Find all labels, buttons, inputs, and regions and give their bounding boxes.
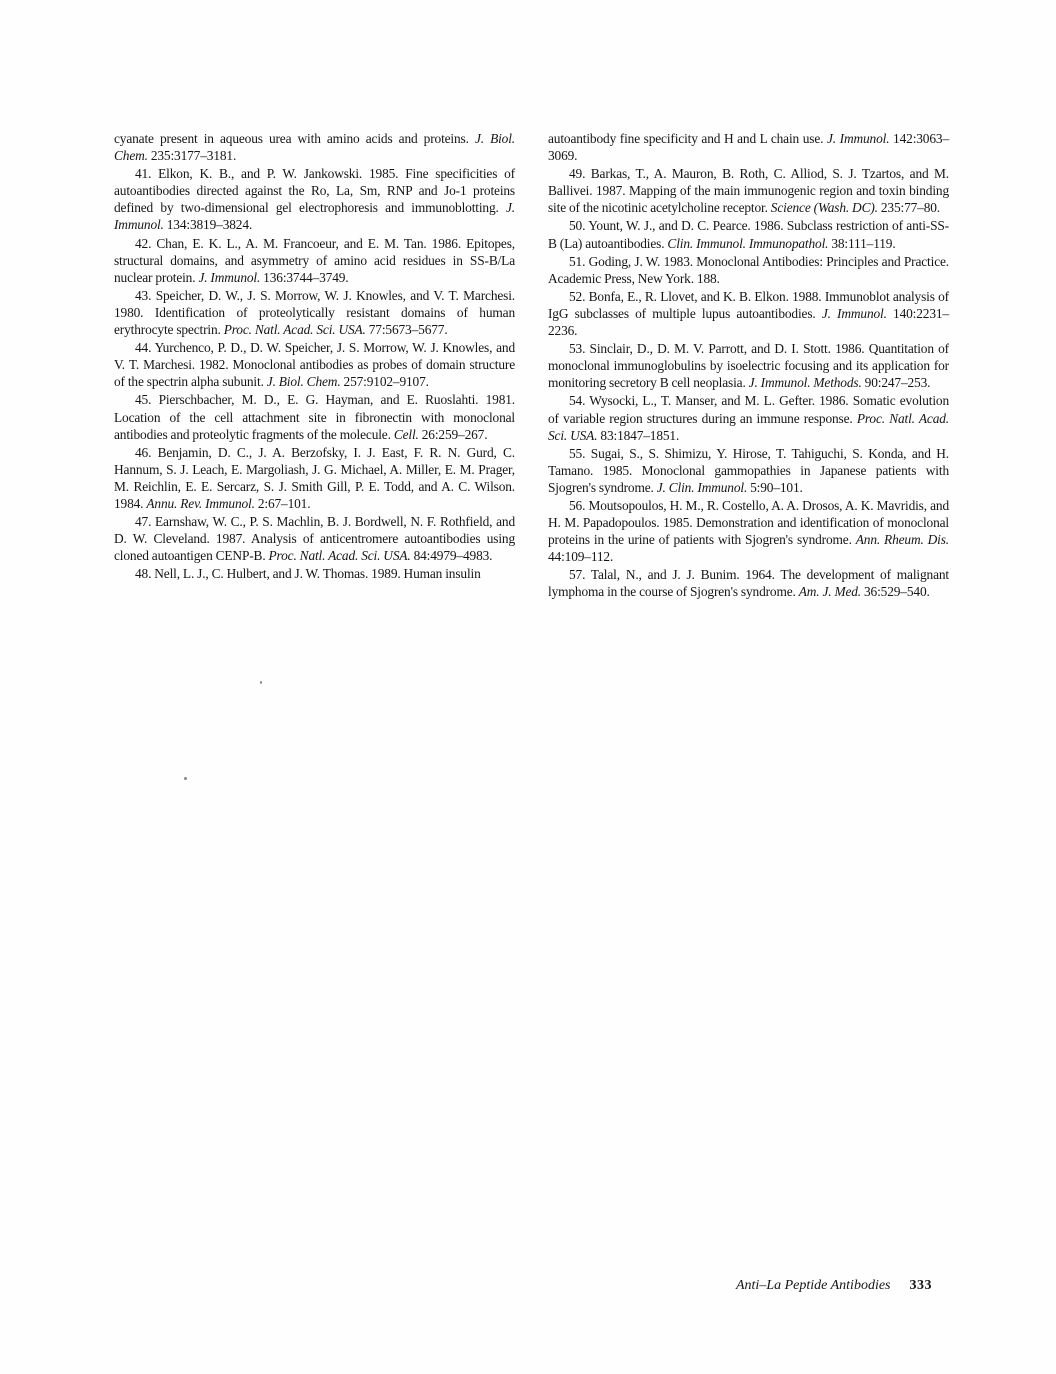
reference-paragraph <box>114 130 515 164</box>
reference-text: 36:529–540. <box>861 584 930 600</box>
reference-text: 90:247–253. <box>861 375 931 391</box>
reference-paragraph <box>548 392 949 443</box>
reference-text: 51. Goding, J. W. 1983. Monoclonal Antibodies: Principles and Practice. Academic Press, New York. 188. <box>548 253 949 286</box>
reference-text: 257:9102–9107. <box>340 374 429 390</box>
reference-paragraph <box>548 288 949 339</box>
references-column-left <box>114 130 515 602</box>
reference-text: 46. Benjamin, D. C., J. A. Berzofsky, I. J. East, F. R. N. Gurd, C. Hannum, S. J. Leach, E. Margoliash, J. G. Michael, A. Miller, E. M. Prager, M. Reichlin, E. E. Sercarz, S. J. Smith Gill, P. E. Todd, and A. C. Wilson. 1984. <box>114 444 515 511</box>
reference-text: 52. Bonfa, E., R. Llovet, and K. B. Elkon. 1988. Immunoblot analysis of IgG subclasses of multiple lupus autoantibodies. <box>548 288 949 321</box>
reference-text: 55. Sugai, S., S. Shimizu, Y. Hirose, T. Tahiguchi, S. Konda, and H. Tamano. 1985. Monoclonal gammopathies in Japanese patients with Sjogren's syndrome. <box>548 445 949 495</box>
reference-text: 48. Nell, L. J., C. Hulbert, and J. W. Thomas. 1989. Human insulin <box>135 566 481 582</box>
reference-text: 136:3744–3749. <box>260 269 349 285</box>
journal-name: Proc. Natl. Acad. Sci. USA. <box>548 410 949 443</box>
running-title: Anti–La Peptide Antibodies <box>735 1278 891 1293</box>
journal-name: Annu. Rev. Immunol. <box>146 495 255 511</box>
journal-name: Ann. Rheum. Dis. <box>855 532 949 548</box>
reference-text: 53. Sinclair, D., D. M. V. Parrott, and D. I. Stott. 1986. Quantitation of monoclonal immunoglobulins by isoelectric focusing and its application for monitoring secretory B cell neoplasia. <box>548 341 949 391</box>
reference-text: cyanate present in aqueous urea with amino acids and proteins. <box>114 131 475 146</box>
journal-name: J. Immunol. Methods. <box>748 375 862 391</box>
journal-name: J. Immunol. <box>827 131 890 146</box>
reference-paragraph <box>548 497 949 565</box>
journal-name: Am. J. Med. <box>798 584 862 600</box>
reference-text: 134:3819–3824. <box>163 217 253 233</box>
reference-paragraph <box>114 287 515 338</box>
reference-text: 26:259–267. <box>418 426 488 442</box>
journal-name: Science (Wash. DC). <box>770 200 878 216</box>
page-footer <box>548 1277 949 1294</box>
reference-text: 47. Earnshaw, W. C., P. S. Machlin, B. J. Bordwell, N. F. Rothfield, and D. W. Cleveland. 1987. Analysis of anticentromere autoantibodies using cloned autoantigen CENP-B. <box>114 514 515 564</box>
reference-paragraph <box>548 165 949 216</box>
reference-text: 84:4979–4983. <box>410 548 493 564</box>
journal-name: Clin. Immunol. Immunopathol. <box>667 235 829 251</box>
references-columns <box>114 130 949 602</box>
reference-text: 42. Chan, E. K. L., A. M. Francoeur, and E. M. Tan. 1986. Epitopes, structural domains, and asymmetry of amino acid residues in SS-B/La nuclear protein. <box>114 235 515 285</box>
reference-text: 5:90–101. <box>747 479 803 495</box>
reference-paragraph <box>548 340 949 391</box>
reference-text: 140:2231–2236. <box>548 305 949 339</box>
reference-paragraph <box>548 217 949 251</box>
journal-name: J. Clin. Immunol. <box>656 479 748 495</box>
reference-text: 235:77–80. <box>877 200 941 216</box>
reference-paragraph <box>548 566 949 600</box>
page-number: 333 <box>909 1278 932 1293</box>
journal-name: J. Immunol. <box>821 305 887 321</box>
journal-name: J. Immunol. <box>114 200 515 233</box>
reference-paragraph <box>548 130 949 164</box>
reference-text: autoantibody fine specificity and H and L chain use. <box>548 131 827 146</box>
reference-text: 57. Talal, N., and J. J. Bunim. 1964. The development of malignant lymphoma in the course of Sjogren's syndrome. <box>548 567 949 600</box>
reference-text: 142:3063–3069. <box>548 131 949 164</box>
reference-paragraph <box>114 565 515 582</box>
reference-text: 56. Moutsopoulos, H. M., R. Costello, A. A. Drosos, A. K. Mavridis, and H. M. Papadopoulos. 1985. Demonstration and identification of monoclonal proteins in the urine of patients with Sjogren's syndrome. <box>548 497 949 548</box>
reference-paragraph <box>114 513 515 564</box>
journal-name: J. Biol. Chem. <box>266 374 341 390</box>
reference-text: 50. Yount, W. J., and D. C. Pearce. 1986. Subclass restriction of anti-SS-B (La) autoantibodies. <box>548 218 949 251</box>
reference-text: 235:3177–3181. <box>147 148 237 164</box>
reference-paragraph <box>114 235 515 286</box>
reference-text: 83:1847–1851. <box>597 427 680 443</box>
reference-text: 45. Pierschbacher, M. D., E. G. Hayman, and E. Ruoslahti. 1981. Location of the cell attachment site in fibronectin with monoclonal antibodies and proteolytic fragments of the molecule. <box>114 392 515 442</box>
reference-paragraph <box>114 165 515 233</box>
journal-name: Proc. Natl. Acad. Sci. USA. <box>223 322 366 338</box>
reference-paragraph <box>114 391 515 442</box>
journal-name: J. Biol. Chem. <box>114 131 515 164</box>
reference-text: 77:5673–5677. <box>365 322 448 338</box>
scan-speck <box>184 777 187 780</box>
reference-paragraph <box>114 444 515 512</box>
reference-text: 38:111–119. <box>828 235 896 251</box>
reference-text: 43. Speicher, D. W., J. S. Morrow, W. J. Knowles, and V. T. Marchesi. 1980. Identification of proteolytically resistant domains of human erythrocyte spectrin. <box>114 287 515 338</box>
journal-name: Cell. <box>393 426 419 442</box>
reference-paragraph <box>548 253 949 287</box>
journal-name: Proc. Natl. Acad. Sci. USA. <box>268 548 411 564</box>
reference-text: 2:67–101. <box>254 495 311 511</box>
scan-speck <box>260 681 262 684</box>
reference-text: 41. Elkon, K. B., and P. W. Jankowski. 1985. Fine specificities of autoantibodies directed against the Ro, La, Sm, RNP and Jo-1 proteins defined by two-dimensional gel electrophoresis and immunoblotting. <box>114 166 515 216</box>
reference-paragraph <box>114 339 515 390</box>
reference-text: 49. Barkas, T., A. Mauron, B. Roth, C. Alliod, S. J. Tzartos, and M. Ballivei. 1987. Mapping of the main immunogenic region and toxin binding site of the nicotinic acetylcholine receptor. <box>548 166 949 216</box>
references-column-right <box>548 130 949 602</box>
journal-name: J. Immunol. <box>198 269 261 285</box>
reference-text: 44:109–112. <box>548 549 614 565</box>
reference-text: 54. Wysocki, L., T. Manser, and M. L. Gefter. 1986. Somatic evolution of variable region structures during an immune response. <box>548 393 949 426</box>
reference-paragraph <box>548 445 949 496</box>
reference-text: 44. Yurchenco, P. D., D. W. Speicher, J. S. Morrow, W. J. Knowles, and V. T. Marchesi. 1982. Monoclonal antibodies as probes of domain structure of the spectrin alpha subunit. <box>114 340 515 390</box>
